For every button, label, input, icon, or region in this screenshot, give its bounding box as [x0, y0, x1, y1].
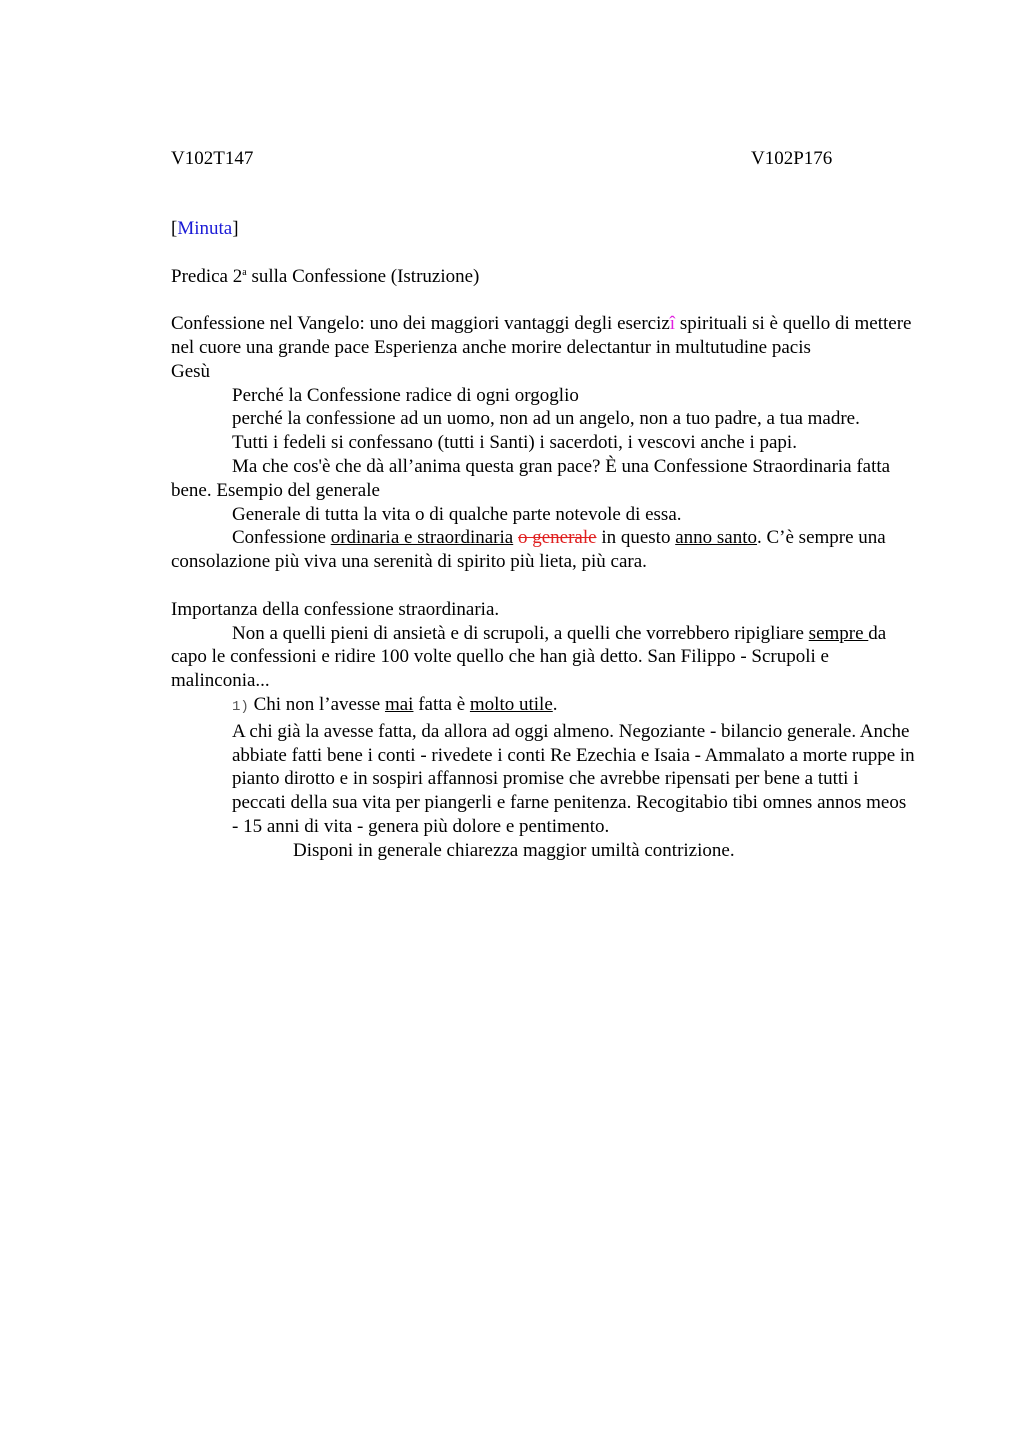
document-body: [171, 217, 916, 863]
paragraph-intro: Confessione nel Vangelo: uno dei maggiori vantaggi degli esercizî spirituali si è quello di mettere nel cuore una grande pace Esperienza anche morire delectantur in multutudine pacis: [171, 313, 912, 358]
line-pace: Ma che cos'è che dà all’anima questa gran pace? È una Confessione Straordinaria fatta bene. Esempio del generale: [171, 455, 891, 501]
line-mai-fatta: 1) Chi non l’avesse mai fatta è molto utile.: [232, 693, 558, 715]
line-scrupoli: Non a quelli pieni di ansietà e di scrupoli, a quelli che vorrebbero ripigliare sempre da capo le confessioni e ridire 100 volte quello che han già detto. San Filippo - Scrupoli e malinconia...: [171, 622, 887, 692]
line-generale: Generale di tutta la vita o di qualche parte notevole di essa.: [232, 503, 682, 525]
paragraph-ezechia: A chi già la avesse fatta, da allora ad oggi almeno. Negoziante - bilancio generale. Anche abbiate fatti bene i conti - rivedete i conti Re Ezechia e Isaia - Ammalato a morte ruppe in pianto dirotto e in sospiri affannosi promise che avrebbe ripensati per bene a tutti i peccati della sua vita per piangerli e farne penitenza. Recogitabio tibi omnes annos meos - 15 anni di vita - genera più dolore e pentimento.: [232, 720, 915, 837]
line-gesu: Gesù: [171, 360, 211, 382]
header-right-code: V102P176: [751, 148, 833, 169]
line-disponi: Disponi in generale chiarezza maggior umiltà contrizione.: [293, 839, 735, 861]
minuta-link[interactable]: Minuta: [177, 218, 233, 239]
line-fedeli: Tutti i fedeli si confessano (tutti i Santi) i sacerdoti, i vescovi anche i papi.: [232, 432, 797, 454]
deleted-text: o generale: [517, 527, 597, 549]
line-orgoglio: Perché la Confessione radice di ogni orgoglio: [232, 384, 579, 406]
header-left-code: V102T147: [171, 148, 254, 169]
line-confessione-ordinaria: Confessione ordinaria e straordinaria o generale in questo anno santo. C’è sempre una consolazione più viva una serenità di spirito più lieta, più cara.: [171, 527, 886, 573]
line-perche-uomo: perché la confessione ad un uomo, non ad un angelo, non a tuo padre, a tua madre.: [232, 408, 860, 430]
sermon-title: Predica 2$^a$ sulla Confessione (Istruzione): [171, 265, 480, 287]
list-number: 1): [232, 698, 249, 715]
heading-importanza: Importanza della confessione straordinaria.: [171, 598, 500, 620]
minuta-tag: [Minuta]: [171, 218, 239, 239]
